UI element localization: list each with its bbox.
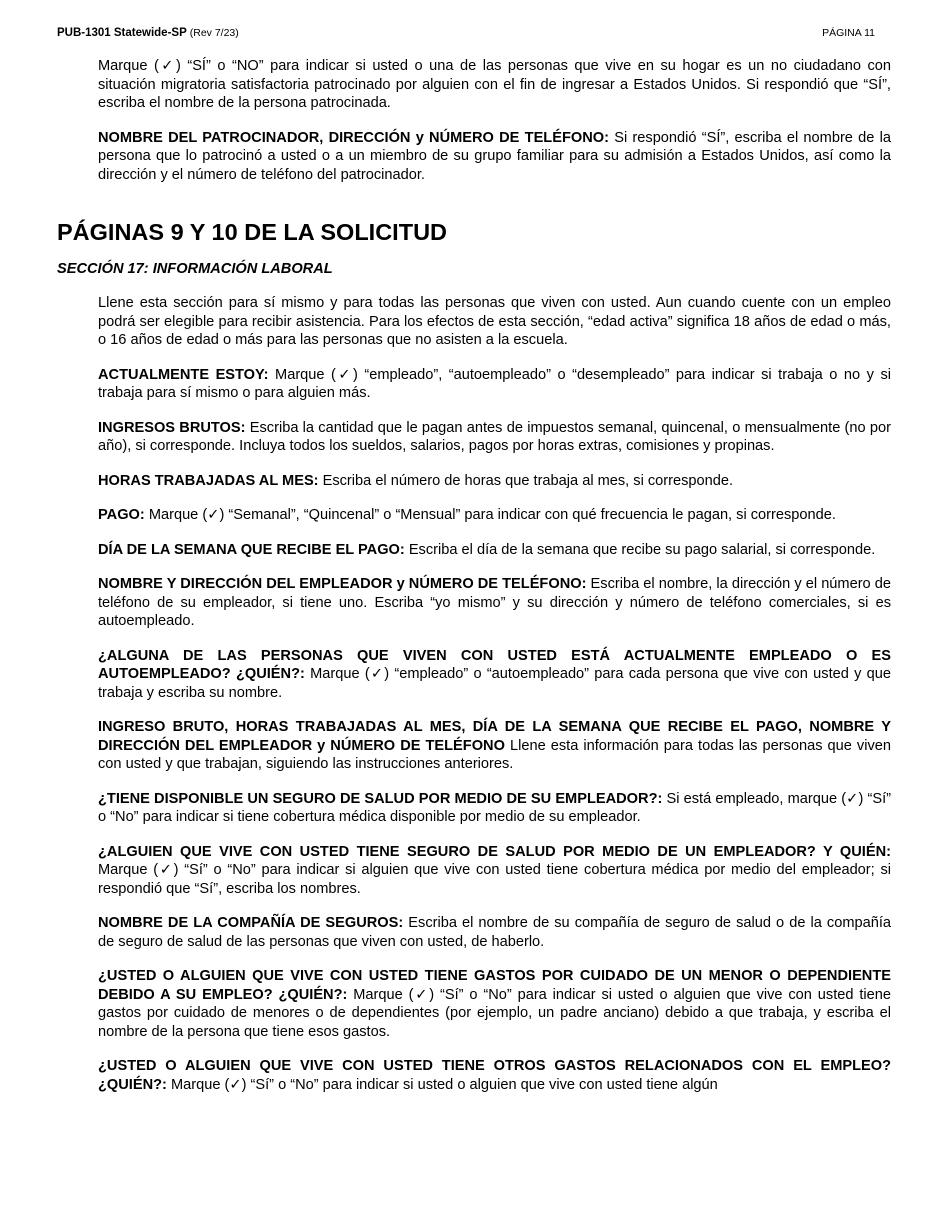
paragraph-text: Llene esta información para todas las personas que viven con usted y que trabajan, siguiendo las instrucciones anteriores. [98,737,891,772]
page-number: PÁGINA 11 [822,27,875,39]
paragraph-heading: ¿USTED O ALGUIEN QUE VIVE CON USTED TIENE GASTOS POR CUIDADO DE UN MENOR O DEPENDIENTE DEBIDO A SU EMPLEO? ¿QUIÉN?: [98,968,891,1003]
paragraph-text: Si está empleado, marque (✓) “Sí” o “No” para indicar si tiene cobertura médica disponible por medio de su empleador. [98,790,891,825]
paragraph-text: Escriba el día de la semana que recibe su pago salarial, si corresponde. [404,541,876,558]
paragraph-current-status [98,366,891,403]
paragraph-household-insurance [98,843,891,899]
paragraph-heading: ¿ALGUNA DE LAS PERSONAS QUE VIVEN CON USTED ESTÁ ACTUALMENTE EMPLEADO O ES AUTOEMPLEADO? ¿QUIÉN?: [98,647,891,682]
paragraph-heading: NOMBRE DEL PATROCINADOR, DIRECCIÓN y NÚMERO DE TELÉFONO: [98,129,609,146]
paragraph-section-intro [98,294,891,350]
paragraph-text: Si respondió “SÍ”, escriba el nombre de la persona que lo patrocinó a usted o a un miembro de su grupo familiar para su admisión a Estados Unidos, así como la dirección y el número de teléfono del patrocinador. [98,129,891,183]
paragraph-text: Llene esta sección para sí mismo y para todas las personas que viven con usted. Aun cuando cuente con un empleo podrá ser elegible para recibir asistencia. Para los efectos de esta sección, “edad activa” significa 18 años de edad o más, o 16 años de edad o más para las personas que no asisten a la escuela. [98,295,891,348]
paragraph-household-employed [98,647,891,703]
paragraph-heading: HORAS TRABAJADAS AL MES: [98,472,319,489]
page-header [57,27,875,43]
paragraph-heading: INGRESOS BRUTOS: [98,419,246,436]
paragraph-text: Marque (✓) “Semanal”, “Quincenal” o “Mensual” para indicar con qué frecuencia le pagan, si corresponde. [144,507,836,523]
subsection-title: SECCIÓN 17: INFORMACIÓN LABORAL [57,261,333,277]
paragraph-text: Escriba la cantidad que le pagan antes de impuestos semanal, quincenal, o mensualmente (no por año), si corresponde. Incluya todos los sueldos, salarios, pagos por horas extras, comisiones y propinas. [98,419,891,454]
paragraph-dependent-care [98,967,891,1041]
paragraph-household-income-details [98,718,891,774]
paragraph-insurance-company [98,914,891,951]
document-id-text: PUB-1301 Statewide-SP [57,27,187,39]
paragraph-heading: ¿ALGUIEN QUE VIVE CON USTED TIENE SEGURO DE SALUD POR MEDIO DE UN EMPLEADOR? Y QUIÉN: [98,843,891,860]
paragraph-employer-insurance [98,790,891,827]
document-id [57,27,239,39]
paragraph-pay-day [98,541,891,560]
document-revision: (Rev 7/23) [189,27,239,39]
paragraph-gross-income [98,419,891,456]
paragraph-heading: DÍA DE LA SEMANA QUE RECIBE EL PAGO: [98,541,405,558]
paragraph-text: Escriba el nombre de su compañía de seguro de salud o de la compañía de seguro de salud de las personas que viven con usted, de haberlo. [98,915,891,950]
document-body [57,57,891,1094]
paragraph-text: Marque (✓) “empleado”, “autoempleado” o “desempleado” para indicar si trabaja o no y si trabaja para sí mismo o para alguien más. [98,366,891,401]
paragraph-text: Marque (✓) “Sí” o “No” para indicar si alguien que vive con usted tiene cobertura médica por medio del empleador; si respondió que “Sí”, escriba los nombres. [98,862,891,897]
section-title: PÁGINAS 9 Y 10 DE LA SOLICITUD [57,219,448,245]
paragraph-heading: ¿TIENE DISPONIBLE UN SEGURO DE SALUD POR MEDIO DE SU EMPLEADOR?: [98,790,663,807]
paragraph-text: Escriba el nombre, la dirección y el número de teléfono de su empleador, si tiene uno. Escriba “yo mismo” y su dirección y número de teléfono comerciales, si es autoempleado. [98,576,891,629]
paragraph-employer-info [98,575,891,631]
paragraph-heading: NOMBRE Y DIRECCIÓN DEL EMPLEADOR y NÚMERO DE TELÉFONO: [98,576,587,592]
paragraph-text: Marque (✓) “SÍ” o “NO” para indicar si usted o una de las personas que vive en su hogar es un no ciudadano con situación migratoria satisfactoria patrocinado por alguien con el fin de ingresar a Estados Unidos. Si respondió que “SÍ”, escriba el nombre de la persona patrocinada. [98,58,891,111]
paragraph-hours-worked [98,472,891,491]
paragraph-heading: ACTUALMENTE ESTOY: [98,366,269,383]
paragraph-text: Escriba el número de horas que trabaja al mes, si corresponde. [318,472,734,489]
paragraph-text: Marque (✓) “Sí” o “No” para indicar si usted o alguien que vive con usted tiene gastos por cuidado de menores o de dependientes (por ejemplo, un padre anciano) debido a que trabaja, y escriba el nombre de la persona que tiene esos gastos. [98,986,891,1040]
paragraph-heading: INGRESO BRUTO, HORAS TRABAJADAS AL MES, DÍA DE LA SEMANA QUE RECIBE EL PAGO, NOMBRE Y DIRECCIÓN DEL EMPLEADOR y NÚMERO DE TELÉFONO [98,719,891,754]
paragraph-text: Marque (✓) “empleado” o “autoempleado” para cada persona que vive con usted y que trabaja y escriba su nombre. [98,666,891,701]
paragraph-text: Marque (✓) “Sí” o “No” para indicar si usted o alguien que vive con usted tiene algún [166,1076,718,1093]
paragraph-sponsored-noncitizen [98,57,891,113]
paragraph-heading: ¿USTED O ALGUIEN QUE VIVE CON USTED TIENE OTROS GASTOS RELACIONADOS CON EL EMPLEO? ¿QUIÉN?: [98,1058,891,1093]
paragraph-pay-frequency [98,506,891,525]
paragraph-heading: PAGO: [98,507,145,523]
paragraph-other-work-expenses [98,1057,891,1094]
paragraph-heading: NOMBRE DE LA COMPAÑÍA DE SEGUROS: [98,915,404,931]
paragraph-sponsor-info [98,129,891,185]
